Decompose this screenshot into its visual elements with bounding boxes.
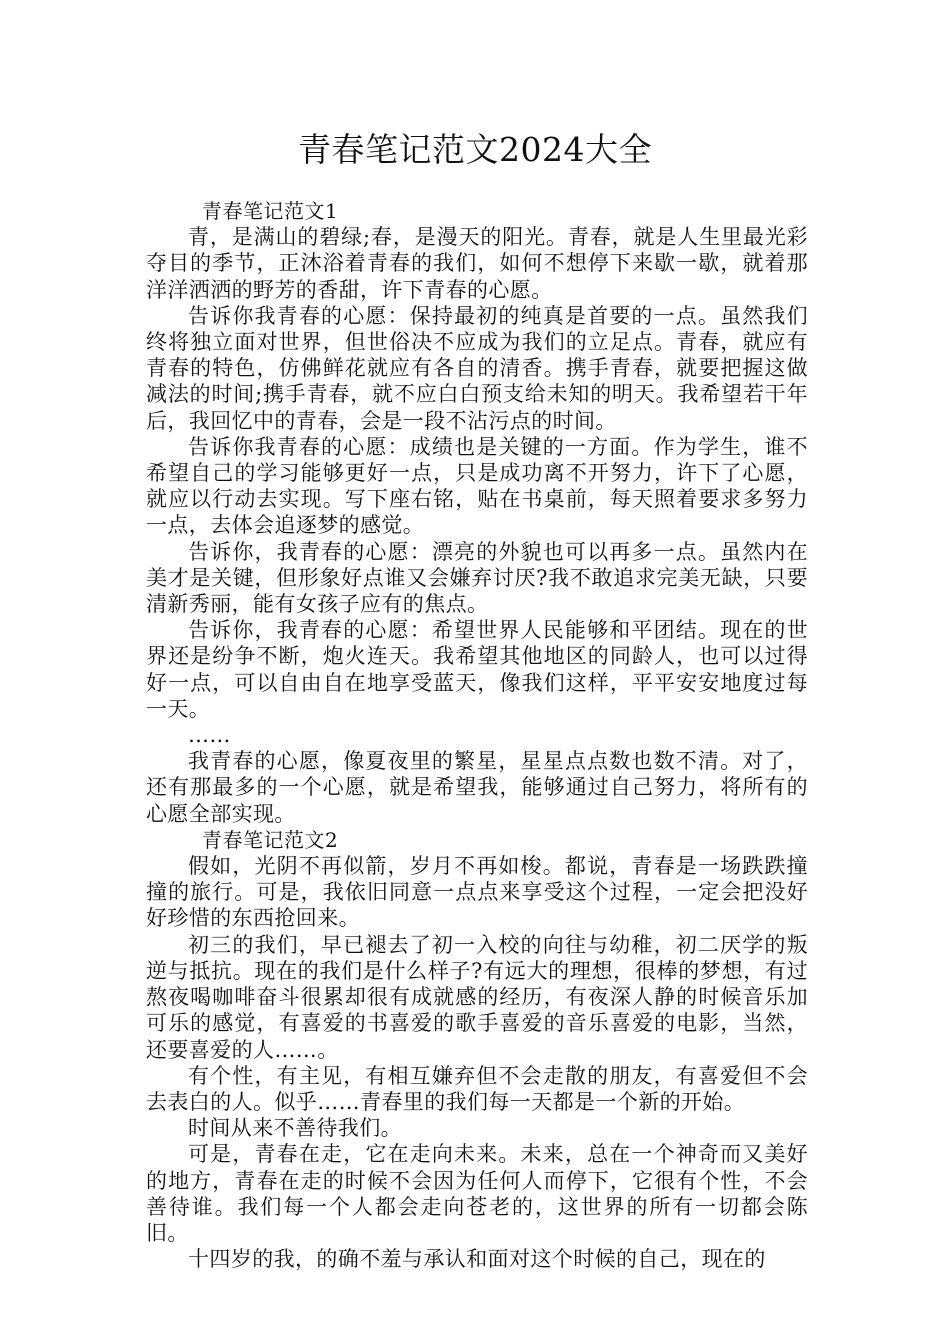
document-body — [146, 198, 808, 1272]
paragraph: 可是，青春在走，它在走向未来。未来，总在一个神奇而又美好的地方，青春在走的时候不会因为任何人而停下，它很有个性，不会善待谁。我们每一个人都会走向苍老的，这世界的所有一切都会陈旧。 — [146, 1142, 808, 1245]
section-heading: 青春笔记范文1 — [202, 199, 339, 223]
paragraph: 告诉你我青春的心愿：成绩也是关键的一方面。作为学生，谁不希望自己的学习能够更好一点，只是成功离不开努力，许下了心愿，就应以行动去实现。写下座右铭，贴在书桌前，每天照着要求多努力一点，去体会追逐梦的感觉。 — [146, 434, 808, 538]
paragraph: 告诉你，我青春的心愿：漂亮的外貌也可以再多一点。虽然内在美才是关键，但形象好点谁又会嫌弃讨厌?我不敢追求完美无缺，只要清新秀丽，能有女孩子应有的焦点。 — [146, 539, 808, 617]
paragraph: 假如，光阴不再似箭，岁月不再如梭。都说，青春是一场跌跌撞撞的旅行。可是，我依旧同意一点点来享受这个过程，一定会把没好好珍惜的东西抢回来。 — [146, 854, 808, 931]
paragraph: 有个性，有主见，有相互嫌弃但不会走散的朋友，有喜爱但不会去表白的人。似乎……青春里的我们每一天都是一个新的开始。 — [146, 1063, 808, 1114]
paragraph: 我青春的心愿，像夏夜里的繁星，星星点点数也数不清。对了，还有那最多的一个心愿，就是希望我，能够通过自己努力，将所有的心愿全部实现。 — [146, 749, 808, 826]
section-heading: 青春笔记范文2 — [202, 827, 339, 852]
paragraph: 十四岁的我，的确不羞与承认和面对这个时候的自己，现在的 — [188, 1247, 766, 1272]
ellipsis-line: …… — [188, 723, 231, 748]
paragraph: 初三的我们，早已褪去了初一入校的向往与幼稚，初二厌学的叛逆与抵抗。现在的我们是什么样子?有远大的理想，很棒的梦想，有过熬夜喝咖啡奋斗很累却很有成就感的经历，有夜深人静的时候音乐加可乐的感觉，有喜爱的书喜爱的歌手喜爱的音乐喜爱的电影，当然，还要喜爱的人……。 — [146, 932, 808, 1062]
paragraph: 时间从来不善待我们。 — [188, 1116, 402, 1141]
paragraph: 告诉你，我青春的心愿：希望世界人民能够和平团结。现在的世界还是纷争不断，炮火连天。我希望其他地区的同龄人，也可以过得好一点，可以自由自在地享受蓝天，像我们这样，平平安安地度过每一天。 — [146, 618, 808, 721]
section-1 — [146, 198, 808, 827]
paragraph: 青，是满山的碧绿;春，是漫天的阳光。青春，就是人生里最光彩夺目的季节，正沐浴着青春的我们，如何不想停下来歇一歇，就着那洋洋洒洒的野芳的香甜，许下青春的心愿。 — [146, 225, 808, 302]
document-title: 青春笔记范文2024大全 — [298, 130, 652, 169]
section-2 — [146, 827, 808, 1272]
paragraph: 告诉你我青春的心愿：保持最初的纯真是首要的一点。虽然我们终将独立面对世界，但世俗决不应成为我们的立足点。青春，就应有青春的特色，仿佛鲜花就应有各自的清香。携手青春，就要把握这做减法的时间;携手青春，就不应白白预支给未知的明天。我希望若干年后，我回忆中的青春，会是一段不沾污点的时间。 — [146, 303, 808, 433]
